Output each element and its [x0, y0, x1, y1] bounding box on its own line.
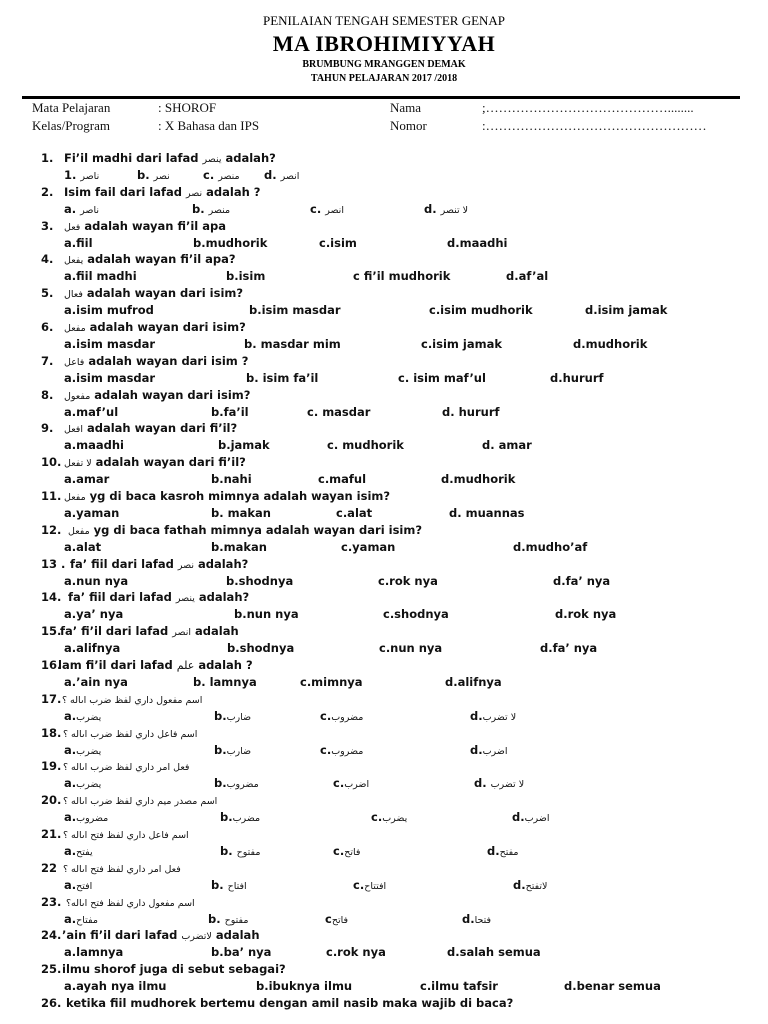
question-19 — [0, 758, 768, 775]
question-text: fa’ fi’il dari lafad انصر adalah — [60, 624, 239, 639]
question-number: 15. — [41, 624, 62, 639]
question-text: اسم فاعل داري لفظ فتح اىاله ؟ — [63, 830, 189, 841]
answer-option: b.shodnya — [226, 573, 294, 588]
answer-option: c.alat — [336, 506, 373, 520]
answer-option: d. لا تضرب — [474, 776, 525, 791]
answer-option: a.nun nya — [64, 573, 129, 588]
question-number: 8. — [41, 387, 54, 402]
question-text: Fi’il madhi dari lafad ينصر adalah? — [64, 151, 276, 165]
answer-option: a.amar — [64, 472, 110, 487]
answer-option: d.اضرب — [512, 810, 550, 825]
answer-option: b. lamnya — [193, 675, 257, 689]
question-text: ilmu shorof juga di sebut sebagai? — [62, 962, 286, 977]
options-row-16 — [0, 674, 768, 691]
question-2 — [0, 184, 768, 201]
answer-option: c.shodnya — [383, 607, 449, 622]
question-number: 14. — [41, 590, 62, 605]
answer-option: a.lamnya — [64, 945, 124, 960]
class-label: Kelas/Program — [32, 118, 110, 133]
question-15 — [0, 623, 768, 640]
answer-option: a.افتح — [64, 877, 93, 892]
question-text: فعل adalah wayan fi’il apa — [64, 218, 226, 233]
options-row-25 — [0, 978, 768, 995]
question-20 — [0, 792, 768, 809]
answer-option: d.af’al — [506, 269, 549, 284]
options-row-10 — [0, 471, 768, 488]
question-number: 6. — [41, 320, 54, 334]
question-text: مفعل adalah wayan dari isim? — [64, 320, 246, 334]
question-number: 25. — [41, 962, 62, 977]
answer-option: d.isim jamak — [585, 303, 668, 318]
answer-option: c. masdar — [307, 404, 371, 419]
question-number: 7. — [41, 353, 54, 368]
options-row-12 — [0, 539, 768, 556]
question-16 — [0, 657, 768, 674]
question-text: اسم فاعل داري لفظ ضرب اىاله ؟ — [63, 728, 198, 740]
answer-option: b.shodnya — [227, 641, 295, 656]
answer-option: d.لا تضرب — [470, 708, 517, 723]
answer-option: b.isim masdar — [249, 303, 341, 318]
question-21 — [0, 826, 768, 843]
answer-option: d.benar semua — [564, 979, 661, 994]
answer-option: a.يفتح — [64, 844, 93, 858]
question-number: 19. — [41, 759, 62, 774]
answer-option: b.مضرب — [220, 810, 261, 825]
question-text: فعل امر داري لفظ ضرب اىاله ؟ — [63, 762, 190, 774]
answer-option: c.يضرب — [371, 810, 408, 825]
question-text: اسم مصدر ميم داري لفظ ضرب اىاله ؟ — [63, 796, 218, 808]
options-row-4 — [0, 268, 768, 285]
answer-option: a.isim masdar — [64, 370, 156, 385]
answer-option: b. مفتوح — [220, 844, 261, 858]
answer-option: c.rok nya — [378, 573, 438, 588]
answer-option: a.مفتاح — [64, 911, 98, 926]
question-text: اسم مفعول داري لفظ ضرب اىاله ؟ — [62, 694, 203, 706]
answer-option: c.فاتح — [333, 844, 361, 858]
question-text: لا تفعل adalah wayan dari fi’il? — [64, 455, 246, 470]
answer-option: d.fa’ nya — [540, 641, 598, 656]
answer-option: b. نصر — [137, 168, 170, 182]
question-text: افعل adalah wayan dari fi’il? — [64, 421, 238, 436]
school-address: BRUMBUNG MRANGGEN DEMAK — [302, 59, 466, 70]
answer-option: b. منصر — [192, 201, 231, 216]
answer-option: c.rok nya — [326, 945, 386, 960]
answer-option: b.ضارب — [214, 708, 252, 723]
options-row-6 — [0, 336, 768, 353]
answer-option: a.maadhi — [64, 438, 124, 453]
question-number: 2. — [41, 184, 54, 199]
question-number: 20. — [41, 793, 62, 808]
question-17 — [0, 691, 768, 708]
answer-option: d.salah semua — [447, 945, 541, 960]
answer-option: b.fa’il — [211, 404, 249, 419]
answer-option: a.fiil madhi — [64, 269, 137, 284]
answer-option: c.isim jamak — [421, 337, 502, 351]
answer-option: d. hururf — [442, 404, 500, 419]
question-number: 12. — [41, 522, 62, 537]
header-divider — [22, 96, 740, 99]
question-number: 13 . — [41, 556, 66, 571]
question-text: ’ain fi’il dari lafad لاتضرب adalah — [62, 928, 260, 943]
question-number: 11. — [41, 489, 62, 503]
answer-option: a.ayah nya ilmu — [64, 979, 167, 994]
answer-option: b.ibuknya ilmu — [256, 979, 353, 994]
subject-label: Mata Pelajaran — [32, 100, 111, 115]
name-field: ;……………………………………........ — [482, 100, 694, 115]
answer-option: d.mudhorik — [441, 472, 516, 487]
question-text: فعل امر داري لفظ فتح اىاله ؟ — [63, 863, 181, 875]
answer-option: c.مضروب — [320, 742, 364, 757]
options-row-13 — [0, 573, 768, 590]
question-25 — [0, 961, 768, 978]
options-row-5 — [0, 302, 768, 319]
question-1 — [0, 150, 768, 167]
options-row-20 — [0, 809, 768, 826]
question-11 — [0, 488, 768, 505]
question-number: 9. — [41, 421, 54, 436]
question-6 — [0, 319, 768, 336]
answer-option: b.mudhorik — [193, 235, 268, 250]
question-9 — [0, 420, 768, 437]
answer-option: a.يضرب — [64, 742, 102, 757]
options-row-3 — [0, 235, 768, 252]
answer-option: b. makan — [211, 506, 271, 520]
question-text: مفعل yg di baca kasroh mimnya adalah wayan isim? — [64, 489, 391, 503]
answer-option: a.alat — [64, 539, 102, 554]
question-number: 24. — [41, 928, 62, 943]
question-text: فاعل adalah wayan dari isim ? — [64, 353, 249, 368]
options-row-8 — [0, 404, 768, 421]
options-row-22 — [0, 877, 768, 894]
question-13 — [0, 556, 768, 573]
question-text: ketika fiil mudhorek bertemu dengan amil nasib maka wajib di baca? — [66, 996, 514, 1010]
answer-option: c.افتتاح — [353, 877, 387, 892]
question-8 — [0, 387, 768, 404]
question-number: 26. — [41, 996, 62, 1010]
options-row-24 — [0, 944, 768, 961]
answer-option: a.يضرب — [64, 776, 102, 791]
answer-option: b. افتاح — [211, 877, 247, 892]
answer-option: a.yaman — [64, 506, 120, 520]
question-10 — [0, 454, 768, 471]
answer-option: b. masdar mim — [244, 337, 341, 351]
answer-option: d.rok nya — [555, 607, 617, 622]
answer-option: c.mimnya — [300, 675, 363, 689]
answer-option: d.لاتفتح — [513, 877, 548, 892]
class-value: : X Bahasa dan IPS — [158, 118, 260, 133]
answer-option: b.makan — [211, 539, 267, 554]
answer-option: c.yaman — [341, 539, 396, 554]
options-row-23 — [0, 911, 768, 928]
options-row-15 — [0, 640, 768, 657]
answer-option: c.isim mudhorik — [429, 303, 533, 318]
question-26 — [0, 995, 768, 1012]
answer-option: d. انصر — [264, 168, 300, 182]
answer-option: 1. ناصر — [64, 168, 100, 182]
question-number: 22 — [41, 860, 58, 875]
question-text: lam fi’il dari lafad علم adalah ? — [58, 658, 253, 672]
options-row-17 — [0, 708, 768, 725]
answer-option: a.isim masdar — [64, 337, 156, 351]
question-22 — [0, 860, 768, 877]
answer-option: c. منصر — [203, 168, 240, 182]
question-3 — [0, 218, 768, 235]
answer-option: d.alifnya — [445, 675, 502, 689]
question-number: 18. — [41, 725, 62, 740]
question-text: اسم مفعول داري لفظ فتح اىاله؟ — [66, 897, 195, 909]
answer-option: c.nun nya — [379, 641, 443, 656]
options-row-19 — [0, 775, 768, 792]
answer-option: d.اضرب — [470, 742, 508, 757]
answer-option: d.maadhi — [447, 235, 508, 250]
number-label: Nomor — [390, 118, 427, 133]
answer-option: a.isim mufrod — [64, 303, 154, 318]
answer-option: c. mudhorik — [327, 438, 404, 453]
answer-option: c. انصر — [310, 201, 344, 216]
answer-option: c.ilmu tafsir — [420, 979, 498, 994]
answer-option: b. مفتوح — [208, 911, 249, 926]
answer-option: a.fiil — [64, 235, 93, 250]
options-row-7 — [0, 370, 768, 387]
question-18 — [0, 725, 768, 742]
answer-option: c fi’il mudhorik — [353, 269, 451, 284]
answer-option: b.مضروب — [214, 776, 259, 791]
answer-option: cفاتح — [325, 911, 349, 926]
answer-option: b.jamak — [218, 438, 270, 453]
answer-option: b.ضارب — [214, 742, 252, 757]
academic-year: TAHUN PELAJARAN 2017 /2018 — [310, 73, 458, 84]
answer-option: d.مفتح — [487, 844, 519, 858]
question-5 — [0, 285, 768, 302]
name-label: Nama — [390, 100, 422, 115]
question-14 — [0, 589, 768, 606]
question-number: 4. — [41, 252, 54, 267]
question-4 — [0, 251, 768, 268]
answer-option: a.alifnya — [64, 641, 121, 656]
answer-option: d. لا تنصر — [424, 201, 469, 216]
question-number: 10. — [41, 455, 62, 470]
question-23 — [0, 894, 768, 911]
answer-option: b.ba’ nya — [211, 945, 272, 960]
answer-option: d.fa’ nya — [553, 573, 611, 588]
options-row-21 — [0, 843, 768, 860]
answer-option: c.مضروب — [320, 708, 364, 723]
answer-option: a. ناصر — [64, 201, 99, 216]
answer-option: d.hururf — [550, 370, 604, 385]
answer-option: b.nahi — [211, 472, 252, 487]
answer-option: a.يضرب — [64, 708, 102, 723]
options-row-1 — [0, 167, 768, 184]
question-text: يفعل adalah wayan fi’il apa? — [64, 252, 236, 267]
question-text: fa’ fiil dari lafad نصر adalah? — [70, 556, 249, 571]
answer-option: d.mudho’af — [513, 539, 588, 554]
options-row-2 — [0, 201, 768, 218]
answer-option: a.’ain nya — [64, 675, 128, 689]
question-12 — [0, 522, 768, 539]
question-number: 21. — [41, 827, 62, 841]
question-text: مفعل yg di baca fathah mimnya adalah wayan dari isim? — [68, 522, 423, 537]
number-field: :…………………………………………… — [482, 118, 707, 133]
question-7 — [0, 353, 768, 370]
subject-value: : SHOROF — [158, 100, 217, 115]
answer-option: b. isim fa’il — [246, 370, 319, 385]
answer-option: a.ya’ nya — [64, 607, 124, 622]
answer-option: a.مضروب — [64, 810, 109, 825]
question-text: fa’ fiil dari lafad ينصر adalah? — [68, 590, 250, 605]
answer-option: c. isim maf’ul — [398, 370, 486, 385]
question-text: فعال adalah wayan dari isim? — [64, 286, 244, 301]
question-number: 23. — [41, 894, 62, 909]
answer-option: c.maful — [318, 472, 367, 487]
question-text: Isim fail dari lafad نصر adalah ? — [64, 184, 261, 199]
options-row-18 — [0, 742, 768, 759]
options-row-11 — [0, 505, 768, 522]
answer-option: b.isim — [226, 269, 266, 284]
question-text: مفعول adalah wayan dari isim? — [64, 387, 251, 402]
question-number: 5. — [41, 286, 54, 301]
question-24 — [0, 927, 768, 944]
question-number: 3. — [41, 218, 54, 233]
exam-title: PENILAIAN TENGAH SEMESTER GENAP — [262, 13, 506, 28]
question-number: 1. — [41, 151, 54, 165]
question-number: 17. — [41, 691, 62, 706]
answer-option: a.maf’ul — [64, 404, 119, 419]
options-row-9 — [0, 437, 768, 454]
options-row-14 — [0, 606, 768, 623]
answer-option: d. muannas — [449, 506, 525, 520]
answer-option: d.فتحا — [462, 911, 492, 926]
answer-option: d. amar — [482, 438, 532, 453]
question-number: 16. — [41, 658, 62, 672]
answer-option: d.mudhorik — [573, 337, 648, 351]
answer-option: c.اضرب — [333, 776, 370, 791]
school-name: MA IBROHIMIYYAH — [272, 31, 496, 56]
answer-option: b.nun nya — [234, 607, 299, 622]
answer-option: c.isim — [319, 235, 357, 250]
